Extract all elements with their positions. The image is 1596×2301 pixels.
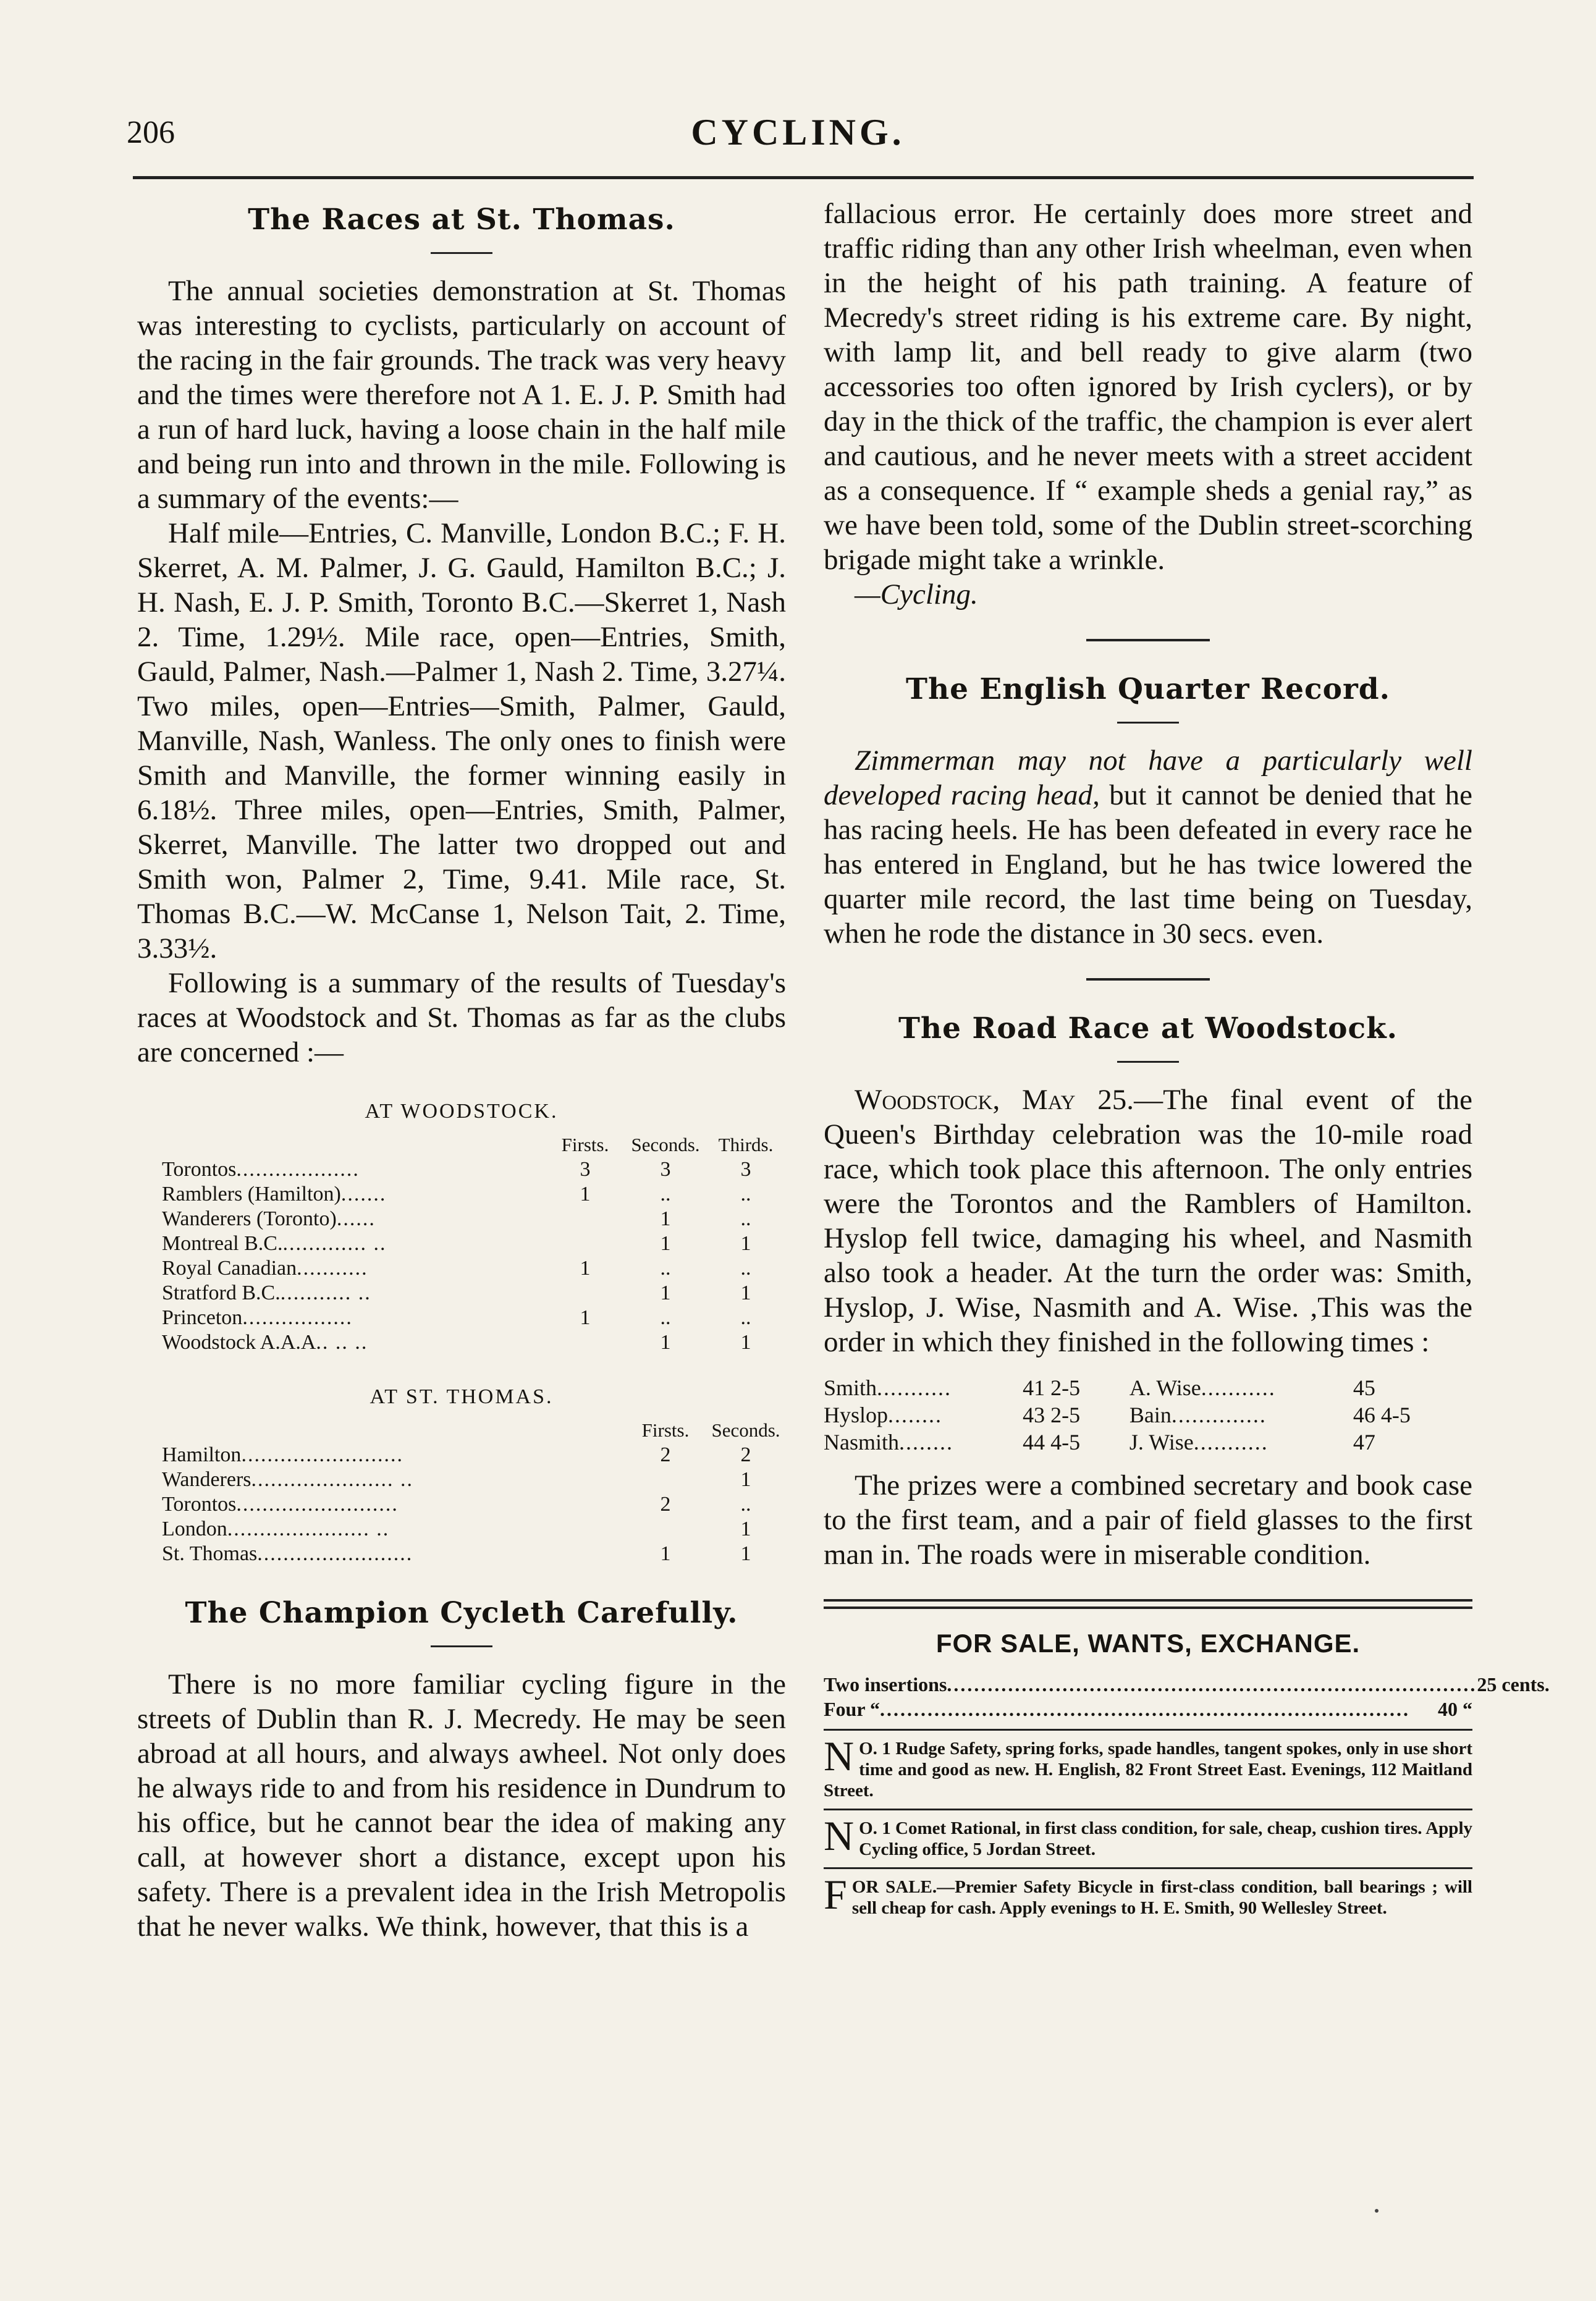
title-rule bbox=[431, 252, 492, 254]
dot-leader: ......................... bbox=[241, 1443, 403, 1466]
dot-leader: ............. .. bbox=[282, 1232, 387, 1255]
english-quarter-italic-text: Zimmerman may not have a particularly well developed racing head, bbox=[824, 745, 1472, 811]
count-cell: 1 bbox=[660, 1232, 671, 1255]
count-cell: .. bbox=[740, 1257, 751, 1280]
count-cell bbox=[625, 1517, 706, 1542]
rider-cell bbox=[824, 1429, 1016, 1456]
club-cell bbox=[162, 1207, 545, 1231]
table-row bbox=[162, 1542, 786, 1566]
count-cell: .. bbox=[660, 1306, 671, 1329]
time-cell: 44 4-5 bbox=[1023, 1430, 1081, 1454]
champion-source: —Cycling. bbox=[855, 578, 978, 610]
road-race-title: The Road Race at Woodstock. bbox=[898, 1011, 1398, 1045]
st-thomas-paragraph-3: Following is a summary of the results of Tuesday's races at Woodstock and St. Thomas as far as the clubs are concerned :— bbox=[137, 967, 786, 1068]
time-cell: 41 2-5 bbox=[1023, 1375, 1081, 1400]
rider-name: Nasmith bbox=[824, 1430, 899, 1454]
rate-price: 40 “ bbox=[1438, 1698, 1472, 1720]
club-cell bbox=[162, 1517, 625, 1542]
table-row bbox=[162, 1182, 786, 1207]
dot-leader: ....... bbox=[340, 1183, 387, 1205]
count-cell bbox=[545, 1330, 625, 1355]
english-quarter-paragraph bbox=[824, 743, 1472, 951]
table-header-firsts: Firsts. bbox=[641, 1419, 690, 1441]
club-cell bbox=[162, 1281, 545, 1306]
dot-leader: ........ bbox=[888, 1403, 943, 1427]
count-cell: .. bbox=[740, 1493, 751, 1516]
rider-name: Bain bbox=[1129, 1403, 1172, 1427]
club-name: Montreal B.C. bbox=[162, 1232, 283, 1255]
count-cell: 1 bbox=[580, 1306, 591, 1329]
road-race-times-table bbox=[824, 1374, 1442, 1456]
classified-ad bbox=[824, 1812, 1472, 1860]
club-cell bbox=[162, 1306, 545, 1330]
club-name: St. Thomas bbox=[162, 1542, 258, 1565]
time-cell: 47 bbox=[1353, 1430, 1375, 1454]
count-cell bbox=[545, 1207, 625, 1231]
club-name: Hamilton bbox=[162, 1443, 242, 1466]
table-header-thirds: Thirds. bbox=[718, 1134, 774, 1155]
ads-header: FOR SALE, WANTS, EXCHANGE. bbox=[935, 1629, 1361, 1658]
ad-divider bbox=[824, 1867, 1472, 1869]
count-cell: 1 bbox=[660, 1207, 671, 1230]
club-cell bbox=[162, 1443, 625, 1467]
count-cell: 3 bbox=[580, 1158, 591, 1181]
table-row bbox=[162, 1306, 786, 1330]
dot-leader: ...................... .. bbox=[227, 1518, 390, 1540]
count-cell: 2 bbox=[660, 1443, 671, 1466]
table-row bbox=[824, 1429, 1442, 1456]
count-cell: 1 bbox=[740, 1468, 751, 1491]
ad-rates bbox=[824, 1672, 1550, 1721]
club-cell bbox=[162, 1231, 545, 1256]
header-rule bbox=[133, 176, 1474, 179]
count-cell: 1 bbox=[660, 1281, 671, 1304]
rider-name: A. Wise bbox=[1129, 1375, 1201, 1400]
st-thomas-results-table bbox=[162, 1418, 786, 1566]
stray-mark bbox=[1375, 2209, 1379, 2213]
count-cell bbox=[625, 1467, 706, 1492]
table-header-seconds: Seconds. bbox=[631, 1134, 700, 1155]
english-quarter-title: The English Quarter Record. bbox=[906, 672, 1390, 706]
dot-leader: ........... .. bbox=[280, 1281, 371, 1304]
ad-text: OR SALE.—Premier Safety Bicycle in first-class condition, ball bearings ; will sell cheap for cash. Apply evenings to H. E. Smith, 90 Wellesley Street. bbox=[851, 1877, 1472, 1918]
table-row bbox=[162, 1492, 786, 1517]
publication-title: CYCLING. bbox=[691, 112, 905, 153]
rider-name: J. Wise bbox=[1129, 1430, 1194, 1454]
table-row bbox=[162, 1207, 786, 1231]
english-quarter-text: but it cannot be denied that he has racing heels. He has been defeated in every race he has entered in England, but he has twice lowered the quarter mile record, the last time being on Tuesday, when he rode the distance in 30 secs. even. bbox=[824, 779, 1472, 950]
left-column bbox=[137, 196, 786, 1944]
dot-leader: ........................ bbox=[257, 1542, 413, 1565]
drop-cap: F bbox=[824, 1871, 847, 1918]
table-header-club bbox=[162, 1418, 625, 1443]
club-name: Stratford B.C. bbox=[162, 1281, 281, 1304]
count-cell: 1 bbox=[740, 1232, 751, 1255]
ads-list bbox=[824, 1729, 1472, 1919]
dot-leader: ...... bbox=[336, 1207, 376, 1230]
count-cell: .. bbox=[660, 1183, 671, 1205]
page-number: 206 bbox=[127, 115, 175, 150]
count-cell: 1 bbox=[740, 1331, 751, 1354]
table-row bbox=[824, 1401, 1442, 1429]
count-cell: 1 bbox=[740, 1542, 751, 1565]
table-row bbox=[162, 1467, 786, 1492]
rate-price: 25 cents. bbox=[1477, 1673, 1550, 1695]
table-header-firsts: Firsts. bbox=[561, 1134, 609, 1155]
club-name: Woodstock A.A.A bbox=[162, 1331, 316, 1354]
ads-double-rule bbox=[824, 1599, 1472, 1609]
woodstock-table-caption: AT WOODSTOCK. bbox=[365, 1100, 559, 1123]
count-cell: 2 bbox=[740, 1443, 751, 1466]
rider-name: Smith bbox=[824, 1375, 877, 1400]
rider-cell bbox=[1129, 1429, 1347, 1456]
count-cell: 1 bbox=[740, 1281, 751, 1304]
road-race-text: —The final event of the Queen's Birthday celebration was the 10-mile road race, which took place this afternoon. The only entries were the Torontos and the Ramblers of Hamilton. Hyslop fell twice, damaging his wheel, and Nasmith also took a header. At the turn the order was: Smith, Hyslop, J. Wise, Nasmith and A. Wise. ,This was the order in which they finished in the following times : bbox=[824, 1084, 1472, 1358]
rider-cell bbox=[1129, 1401, 1347, 1429]
ad-divider bbox=[824, 1729, 1472, 1731]
table-row bbox=[162, 1256, 786, 1281]
count-cell: 1 bbox=[660, 1542, 671, 1565]
rider-name: Hyslop bbox=[824, 1403, 889, 1427]
dot-leader: .............................................................................. bbox=[879, 1698, 1410, 1720]
club-name: Torontos bbox=[162, 1493, 237, 1516]
section-divider bbox=[1086, 978, 1210, 981]
rider-cell bbox=[824, 1374, 1016, 1401]
section-divider bbox=[1086, 639, 1210, 641]
rate-row bbox=[824, 1672, 1550, 1697]
club-cell bbox=[162, 1157, 545, 1182]
dot-leader: .. .. .. bbox=[316, 1331, 368, 1354]
count-cell: 3 bbox=[740, 1158, 751, 1181]
champion-title: The Champion Cycleth Carefully. bbox=[185, 1596, 738, 1630]
dot-leader: ................. bbox=[242, 1306, 353, 1329]
count-cell: 1 bbox=[580, 1257, 591, 1280]
club-name: Ramblers (Hamilton) bbox=[162, 1183, 341, 1205]
dot-leader: ........... bbox=[877, 1375, 952, 1400]
st-thomas-title: The Races at St. Thomas. bbox=[248, 203, 675, 237]
club-cell bbox=[162, 1182, 545, 1207]
road-race-paragraph-2: The prizes were a combined secretary and book case to the first team, and a pair of field glasses to the first man in. The roads were in miserable condition. bbox=[824, 1469, 1472, 1571]
rate-row bbox=[824, 1697, 1472, 1721]
champion-continuation: fallacious error. He certainly does more street and traffic riding than any other Irish wheelman, even when in the height of his path training. A feature of Mecredy's street riding is his extreme care. By night, with lamp lit, and bell ready to give alarm (two accessories too often ignored by Irish cyclers), or by day in the thick of the traffic, the champion is ever alert and cautious, and he never meets with a street accident as a consequence. If “ example sheds a genial ray,” as we have been told, some of the Dublin street-scorching brigade might take a wrinkle. bbox=[824, 198, 1472, 576]
rate-label: Four “ bbox=[824, 1698, 880, 1720]
table-header-club bbox=[162, 1133, 545, 1157]
classified-ad bbox=[824, 1733, 1472, 1801]
count-cell bbox=[545, 1281, 625, 1306]
club-cell bbox=[162, 1492, 625, 1517]
ad-text: O. 1 Rudge Safety, spring forks, spade handles, tangent spokes, only in use short time and good as new. H. English, 82 Front Street East. Evenings, 112 Maitland Street. bbox=[824, 1739, 1472, 1801]
club-name: Wanderers bbox=[162, 1468, 251, 1491]
title-rule bbox=[1117, 1061, 1179, 1063]
count-cell: 1 bbox=[740, 1518, 751, 1540]
dot-leader: .............................................................................. bbox=[947, 1673, 1477, 1695]
club-name: Royal Canadian bbox=[162, 1257, 297, 1280]
dot-leader: ......................... bbox=[236, 1493, 399, 1516]
rider-cell bbox=[824, 1401, 1016, 1429]
road-race-dateline: Woodstock, May 25. bbox=[855, 1084, 1134, 1116]
club-name: Princeton bbox=[162, 1306, 243, 1329]
dot-leader: .............. bbox=[1171, 1403, 1267, 1427]
count-cell: 1 bbox=[580, 1183, 591, 1205]
champion-paragraph-1: There is no more familiar cycling figure in the streets of Dublin than R. J. Mecredy. He may be seen abroad at all hours, and always awheel. Not only does he always ride to and from his residence in Dundrum to his office, but he cannot bear the idea of making any call, at however short a distance, except upon his safety. There is a prevalent idea in the Irish Metropolis that he never walks. We think, however, that this is a bbox=[137, 1668, 786, 1943]
ad-text: O. 1 Comet Rational, in first class condition, for sale, cheap, cushion tires. Apply Cycling office, 5 Jordan Street. bbox=[859, 1818, 1472, 1859]
dot-leader: ........... bbox=[1201, 1375, 1276, 1400]
table-row bbox=[162, 1157, 786, 1182]
st-thomas-table-caption: AT ST. THOMAS. bbox=[369, 1385, 554, 1408]
count-cell: 3 bbox=[660, 1158, 671, 1181]
st-thomas-paragraph-1: The annual societies demonstration at St. Thomas was interesting to cyclists, particularly on account of the racing in the fair grounds. The track was very heavy and the times were therefore not A 1. E. J. P. Smith had a run of hard luck, having a loose chain in the half mile and being run into and thrown in the mile. Following is a summary of the events:— bbox=[137, 275, 786, 515]
time-cell: 43 2-5 bbox=[1023, 1403, 1081, 1427]
club-name: Torontos bbox=[162, 1158, 237, 1181]
dot-leader: ................... bbox=[236, 1158, 360, 1181]
woodstock-results-table bbox=[162, 1133, 786, 1355]
count-cell: 1 bbox=[660, 1331, 671, 1354]
table-row bbox=[162, 1281, 786, 1306]
count-cell: .. bbox=[740, 1183, 751, 1205]
title-rule bbox=[1117, 722, 1179, 724]
table-row bbox=[162, 1330, 786, 1355]
table-row bbox=[824, 1374, 1442, 1401]
club-cell bbox=[162, 1256, 545, 1281]
classified-ad bbox=[824, 1871, 1472, 1919]
right-column bbox=[824, 196, 1550, 1919]
dot-leader: ........ bbox=[899, 1430, 953, 1454]
st-thomas-paragraph-2: Half mile—Entries, C. Manville, London B.C.; F. H. Skerret, A. M. Palmer, J. G. Gauld, Hamilton B.C.; J. H. Nash, E. J. P. Smith, Toronto B.C.—Skerret 1, Nash 2. Time, 1.29½. Mile race, open—Entries, Smith, Gauld, Palmer, Nash.—Palmer 1, Nash 2. Time, 3.27¼. Two miles, open—Entries—Smith, Palmer, Gauld, Manville, Nash, Wanless. The only ones to finish were Smith and Manville, the former winning easily in 6.18½. Three miles, open—Entries, Smith, Palmer, Skerret, Manville. The latter two dropped out and Smith won, Palmer 2, Time, 9.41. Mile race, St. Thomas B.C.—W. McCanse 1, Nelson Tait, 2. Time, 3.33½. bbox=[137, 517, 786, 965]
title-rule bbox=[431, 1645, 492, 1647]
time-cell: 46 4-5 bbox=[1353, 1403, 1411, 1427]
table-header-seconds: Seconds. bbox=[711, 1419, 780, 1441]
club-name: Wanderers (Toronto) bbox=[162, 1207, 337, 1230]
count-cell: 2 bbox=[660, 1493, 671, 1516]
drop-cap: N bbox=[824, 1733, 855, 1780]
dot-leader: ........... bbox=[1193, 1430, 1269, 1454]
club-name: London bbox=[162, 1518, 227, 1540]
club-cell bbox=[162, 1330, 545, 1355]
table-row bbox=[162, 1443, 786, 1467]
club-cell bbox=[162, 1542, 625, 1566]
count-cell: .. bbox=[740, 1306, 751, 1329]
club-cell bbox=[162, 1467, 625, 1492]
time-cell: 45 bbox=[1353, 1375, 1375, 1400]
ad-divider bbox=[824, 1809, 1472, 1810]
count-cell bbox=[545, 1231, 625, 1256]
dot-leader: ...................... .. bbox=[251, 1468, 414, 1491]
table-row bbox=[162, 1517, 786, 1542]
dot-leader: ........... bbox=[297, 1257, 368, 1280]
rate-label: Two insertions bbox=[824, 1673, 947, 1695]
rider-cell bbox=[1129, 1374, 1347, 1401]
drop-cap: N bbox=[824, 1812, 855, 1859]
road-race-paragraph-1 bbox=[824, 1083, 1472, 1359]
table-row bbox=[162, 1231, 786, 1256]
count-cell: .. bbox=[660, 1257, 671, 1280]
count-cell: .. bbox=[740, 1207, 751, 1230]
